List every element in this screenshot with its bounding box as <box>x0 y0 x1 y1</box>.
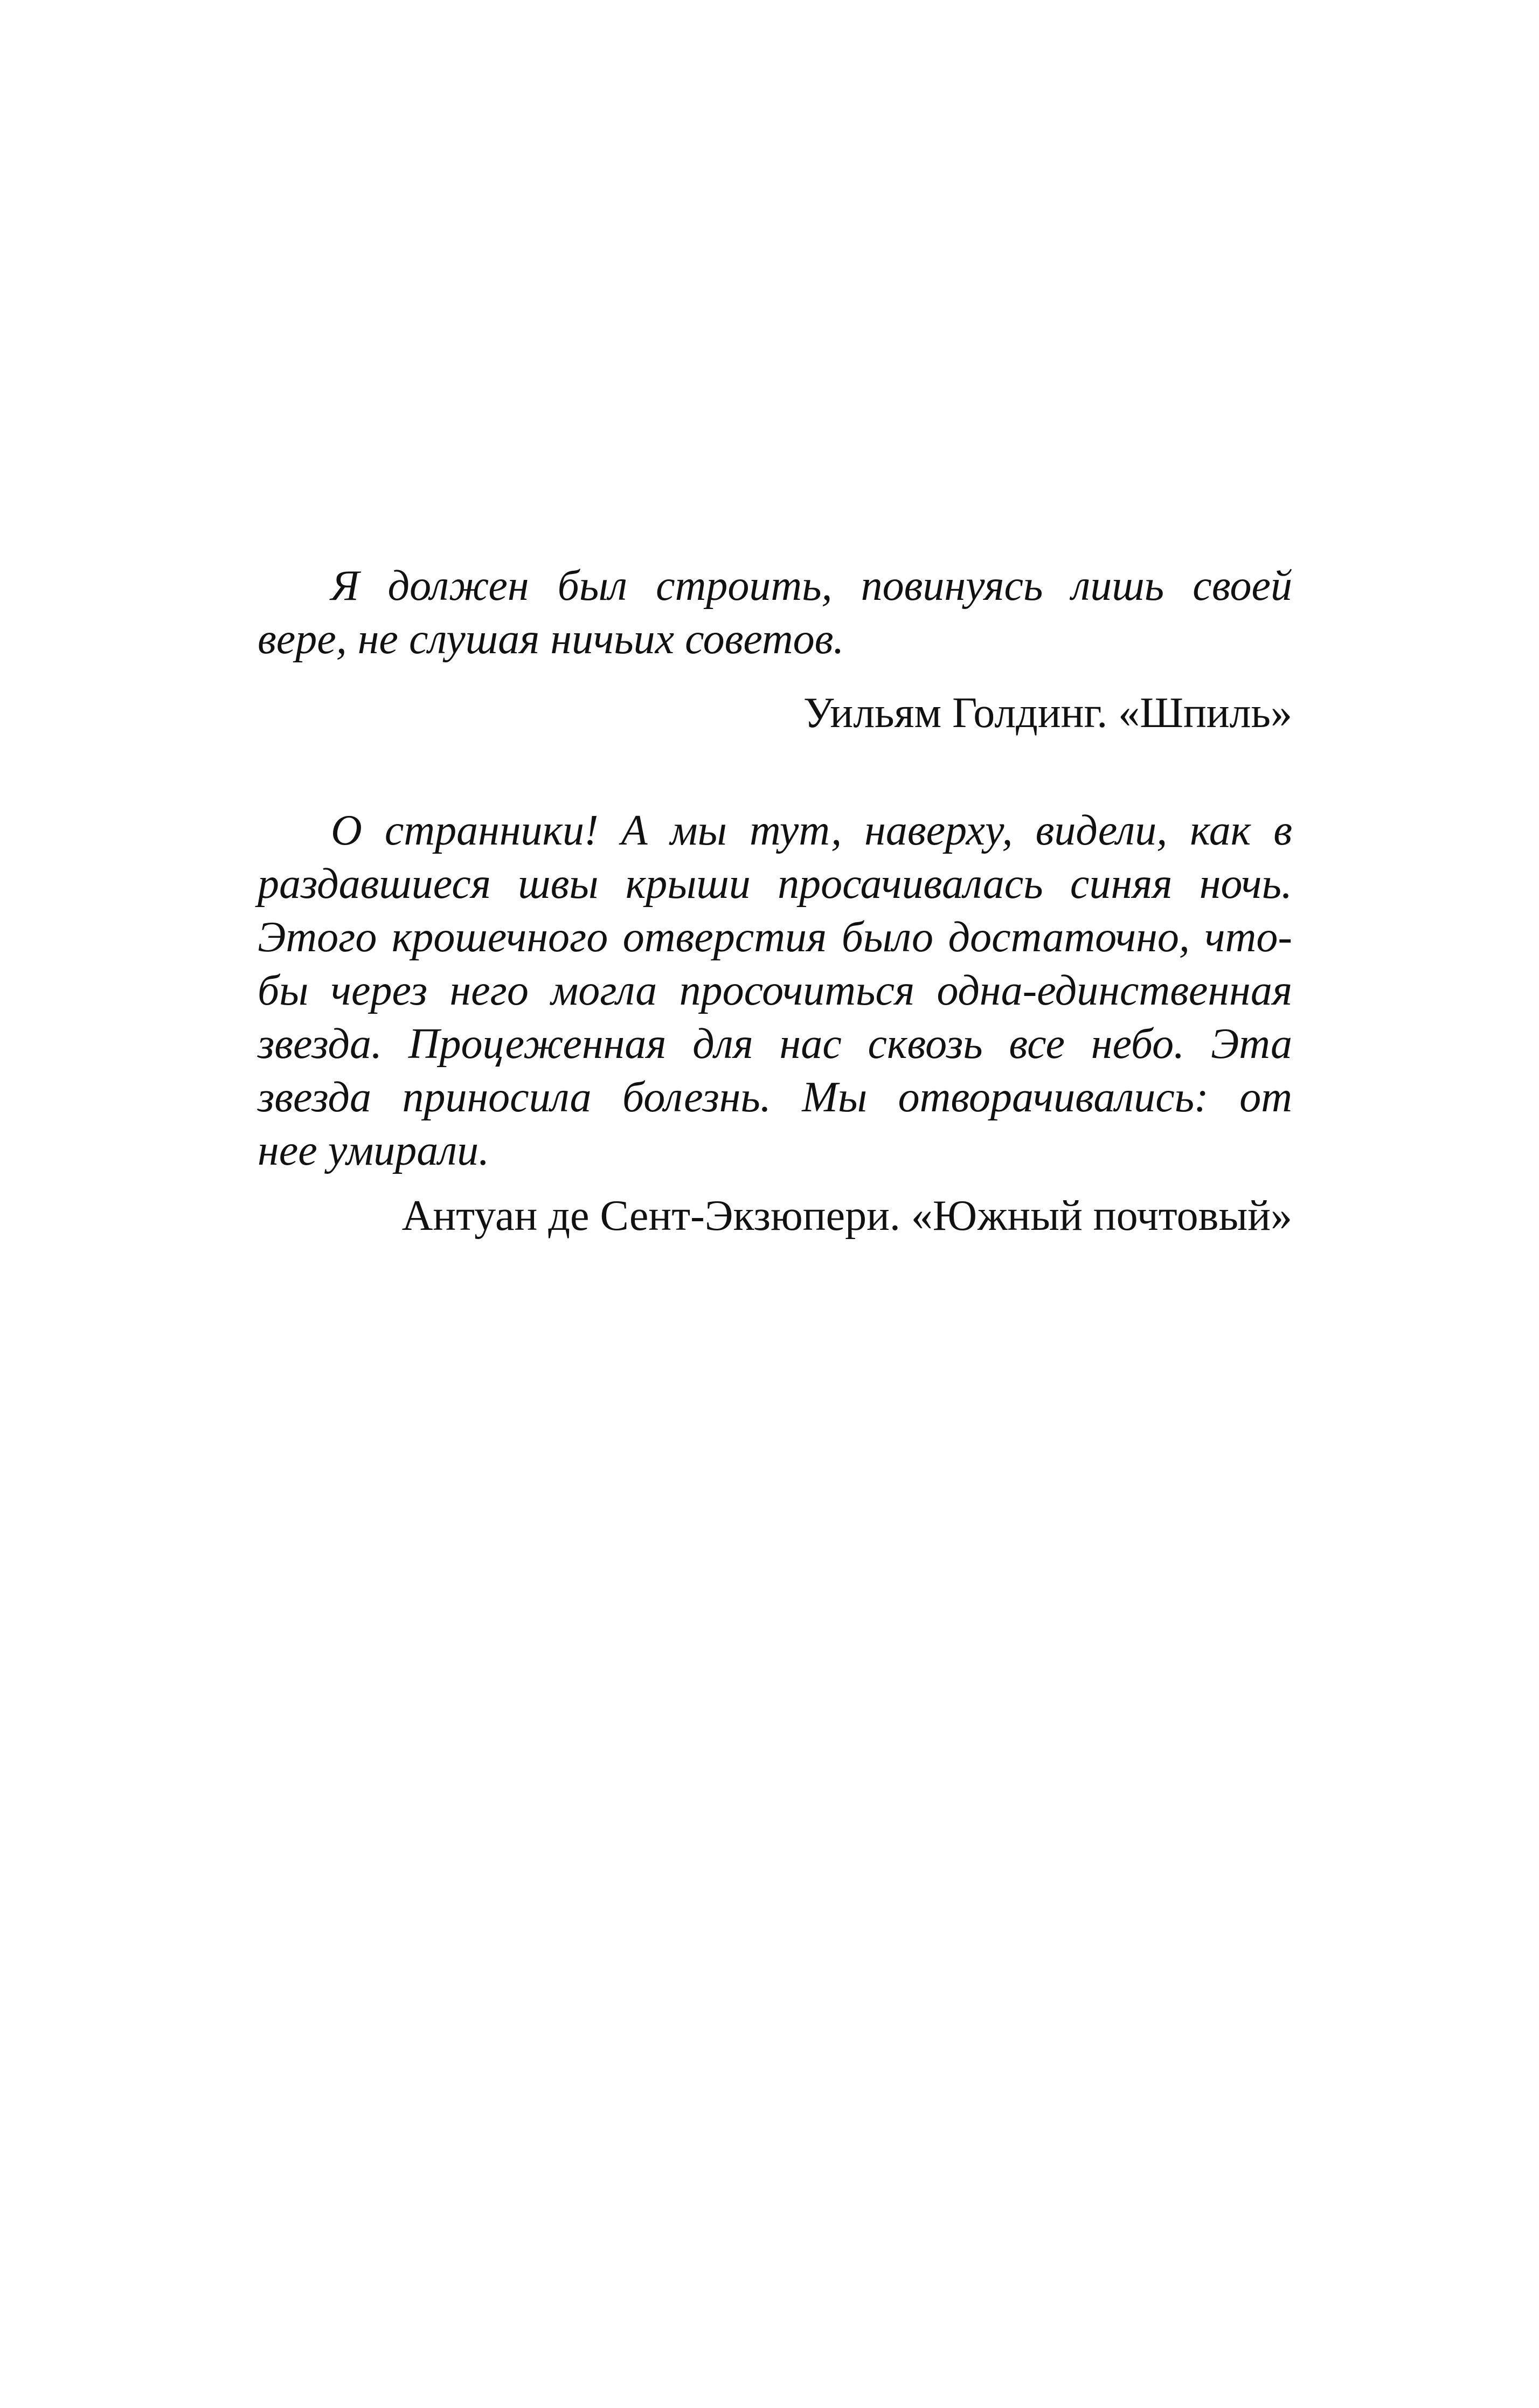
quote-line: вере, не слушая ничьих советов. <box>258 615 844 663</box>
quote-line: Я должен был строить, повинуясь лишь своей <box>331 562 1292 610</box>
quote-line: нее умирали. <box>258 1127 490 1174</box>
epigraph-quote <box>258 804 1292 1178</box>
quote-line: О странники! А мы тут, наверху, видели, как в <box>331 807 1292 854</box>
epigraph-saint-exupery <box>258 804 1292 1243</box>
epigraph-attribution: Уильям Голдинг. «Шпиль» <box>803 689 1292 737</box>
quote-line: звезда. Процеженная для нас сквозь все небо. Эта <box>258 1020 1292 1068</box>
quote-line: бы через него могла просочиться одна-единственная <box>258 967 1292 1014</box>
epigraph-attribution: Антуан де Сент-Экзюпери. «Южный почтовый» <box>401 1192 1292 1240</box>
quote-line: звезда приносила болезнь. Мы отворачивались: от <box>258 1074 1292 1121</box>
quote-line: Этого крошечного отверстия было достаточно, что- <box>258 914 1292 961</box>
quote-line: раздавшиеся швы крыши просачивалась синяя ночь. <box>258 860 1292 908</box>
epigraph-quote <box>258 559 1292 666</box>
epigraph-golding <box>258 559 1292 740</box>
